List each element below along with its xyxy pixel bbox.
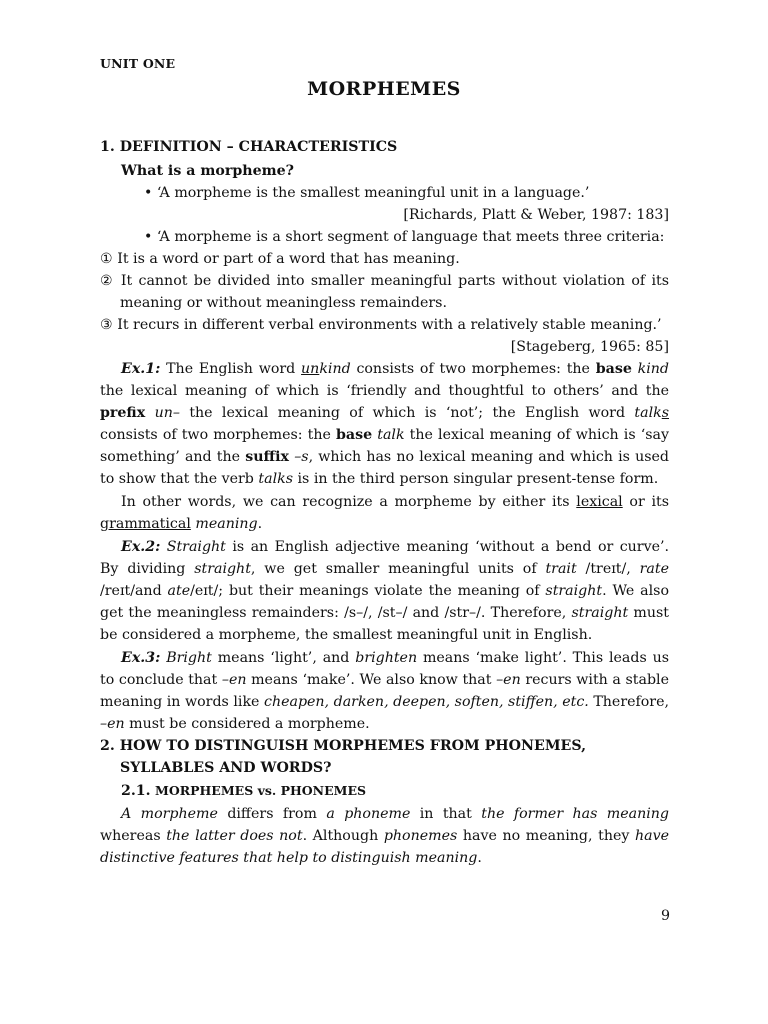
content-body xyxy=(100,136,669,869)
example-label: Ex.1: xyxy=(121,361,161,377)
example-label: Ex.2: xyxy=(121,539,161,555)
example-2-paragraph: Ex.2: Straight is an English adjective meaning ‘without a bend or curve’. By dividing straight, we get smaller meaningful units of trait /treɪt/, rate /reɪt/and ate/eɪt/; but their meanings violate the meaning of straight. We also get the meaningless remainders: /s–/, /st–/ and /str–/. Therefore, straight must be considered a morpheme, the smallest meaningful unit in English. xyxy=(100,539,669,643)
criterion-2: ② It cannot be divided into smaller meaningful parts without violation of its meaning or without meaningless remainders. xyxy=(100,273,669,311)
example-3-paragraph: Ex.3: Bright means ‘light’, and brighten means ‘make light’. This leads us to conclude that –en means ‘make’. We also know that –en recurs with a stable meaning in words like cheapen, darken, deepen, soften, stiffen, etc. Therefore, –en must be considered a morpheme. xyxy=(100,650,669,732)
subsection-heading-phonemes: 2.1. MORPHEMES vs. PHONEMES xyxy=(121,783,367,799)
section-heading-distinguish: 2. HOW TO DISTINGUISH MORPHEMES FROM PHONEMES, SYLLABLES AND WORDS? xyxy=(100,738,587,776)
page-title: MORPHEMES xyxy=(307,78,461,100)
page-number: 9 xyxy=(660,908,670,924)
morpheme-phoneme-paragraph: A morpheme differs from a phoneme in that the former has meaning whereas the latter does not. Although phonemes have no meaning, they have distinctive features that help to distinguish meaning. xyxy=(100,806,669,866)
citation-stageberg: [Stageberg, 1965: 85] xyxy=(510,339,669,355)
example-label: Ex.3: xyxy=(121,650,161,666)
example-1-paragraph: Ex.1: The English word unkind consists of two morphemes: the base kind the lexical meaning of which is ‘friendly and thoughtful to others’ and the prefix un– the lexical meaning of which is ‘not’; the English word talks consists of two morphemes: the base talk the lexical meaning of which is ‘say something’ and the suffix –s, which has no lexical meaning and which is used to show that the verb talks is in the third person singular present-tense form. xyxy=(100,361,670,487)
section-heading-definition: 1. DEFINITION – CHARACTERISTICS xyxy=(100,139,398,155)
unit-label: UNIT ONE xyxy=(100,56,176,71)
citation-richards: [Richards, Platt & Weber, 1987: 183] xyxy=(403,207,669,223)
criterion-3: ③ It recurs in different verbal environments with a relatively stable meaning.’ xyxy=(100,317,662,333)
quote-richards: • ‘A morpheme is the smallest meaningful unit in a language.’ xyxy=(144,185,590,201)
lexical-grammatical-paragraph: In other words, we can recognize a morpheme by either its lexical or its grammatical meaning. xyxy=(100,494,669,532)
question-heading: What is a morpheme? xyxy=(121,163,294,179)
criterion-1: ① It is a word or part of a word that has meaning. xyxy=(100,251,460,267)
quote-stageberg: • ‘A morpheme is a short segment of language that meets three criteria: xyxy=(144,229,665,245)
